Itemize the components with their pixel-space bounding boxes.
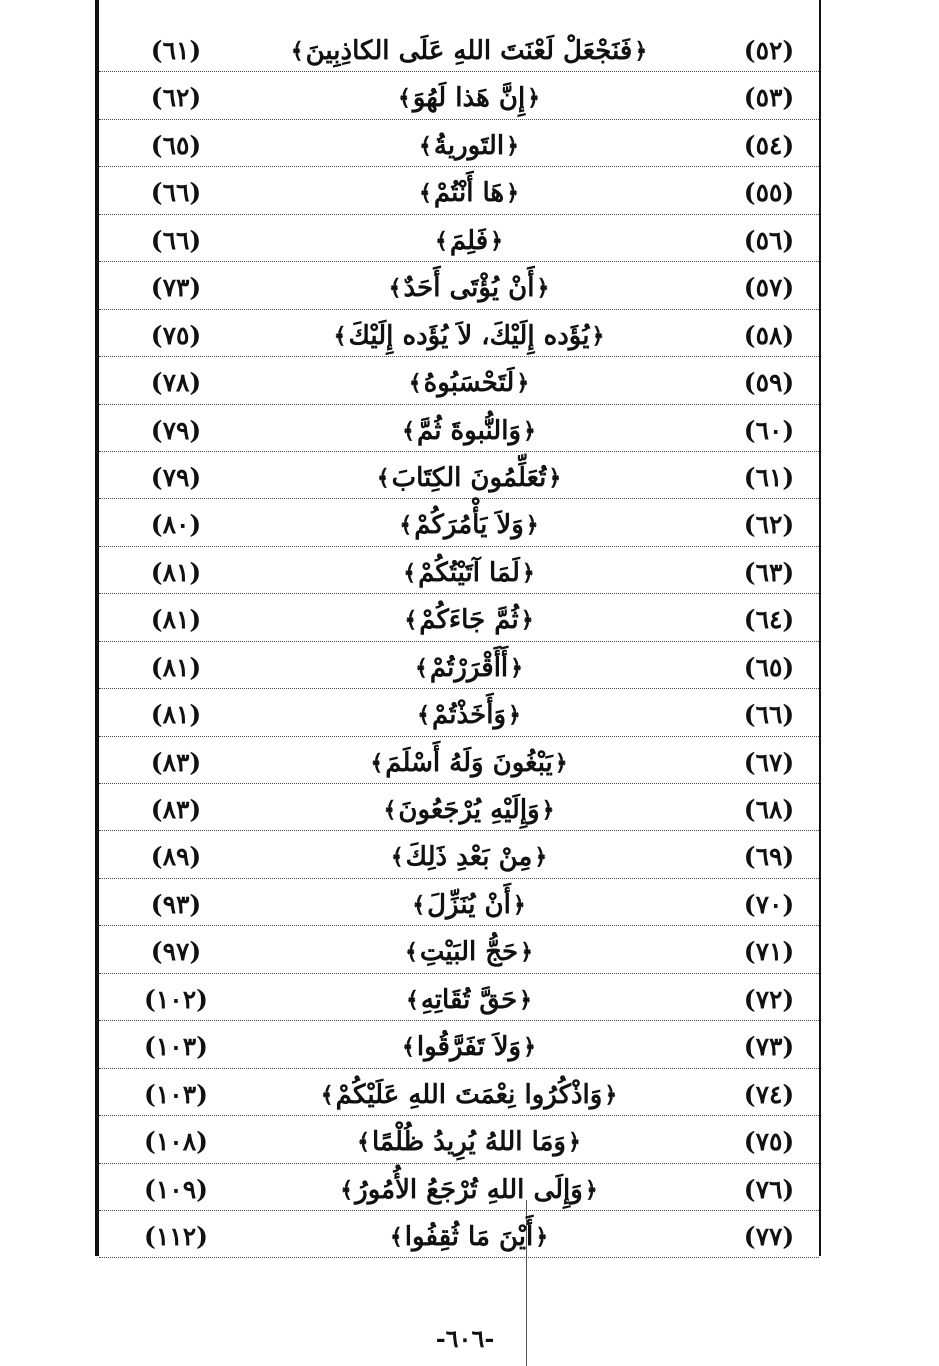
quran-bracket-close-icon: ﴾ xyxy=(419,132,432,159)
quran-bracket-close-icon: ﴾ xyxy=(402,417,415,444)
verse-cell xyxy=(239,25,699,71)
table-row xyxy=(99,167,819,214)
table-row xyxy=(99,499,819,546)
quran-bracket-close-icon: ﴾ xyxy=(333,322,347,349)
quran-bracket-open-icon: ﴿ xyxy=(541,797,555,823)
table-row xyxy=(99,642,819,689)
quran-bracket-close-icon: ﴾ xyxy=(389,1223,403,1250)
table-row xyxy=(99,926,819,973)
quran-bracket-open-icon: ﴿ xyxy=(527,85,541,112)
quran-bracket-open-icon: ﴿ xyxy=(591,322,605,349)
verse-text: وَمَا اللهُ يُرِيدُ ظُلْمًا xyxy=(372,1127,566,1158)
quran-bracket-close-icon: ﴾ xyxy=(357,1129,370,1156)
page-reference: (٨١) xyxy=(150,605,202,635)
quran-bracket-close-icon: ﴾ xyxy=(383,797,397,823)
quran-bracket-open-icon: ﴿ xyxy=(584,1176,598,1203)
table-row xyxy=(99,879,819,926)
verse-number: (٦٤) xyxy=(743,605,795,635)
verse-cell xyxy=(239,452,699,498)
verse-text: أَنْ يُؤْتَى أَحَدٌ xyxy=(403,273,535,304)
right-border-line xyxy=(819,0,821,1256)
table-row xyxy=(99,1116,819,1163)
verse-cell xyxy=(239,262,699,308)
quran-bracket-close-icon: ﴾ xyxy=(290,38,304,64)
verse-text: وَالنُّبوةَ ثُمَّ xyxy=(416,415,522,446)
page-reference: (١٠٣) xyxy=(144,1079,208,1109)
verse-cell xyxy=(239,926,699,972)
table-row xyxy=(99,262,819,309)
verse-cell xyxy=(239,689,699,735)
page-reference: (٨٩) xyxy=(150,842,202,872)
quran-bracket-close-icon: ﴾ xyxy=(397,85,411,112)
verse-cell xyxy=(239,1116,699,1162)
verse-text: تُعَلِّمُونَ الكِتَابَ xyxy=(391,462,547,493)
verse-text: وَإِلَيْهِ يُرْجَعُونَ xyxy=(398,795,540,825)
verse-cell xyxy=(239,831,699,877)
verse-number: (٧٦) xyxy=(743,1174,795,1204)
page-reference: (١٠٩) xyxy=(144,1174,208,1204)
quran-bracket-open-icon: ﴿ xyxy=(512,891,526,918)
quran-bracket-open-icon: ﴿ xyxy=(516,370,530,397)
quran-bracket-close-icon: ﴾ xyxy=(405,986,419,1013)
table-row xyxy=(99,405,819,452)
verse-cell xyxy=(239,357,699,403)
quran-bracket-close-icon: ﴾ xyxy=(376,464,390,491)
verse-cell xyxy=(239,1069,699,1115)
verse-number: (٧٧) xyxy=(743,1221,795,1251)
quran-bracket-open-icon: ﴿ xyxy=(523,1034,537,1061)
page-reference: (٧٩) xyxy=(150,462,202,492)
verse-text: وَاذْكُرُوا نِعْمَتَ اللهِ عَلَيْكُمْ xyxy=(335,1079,603,1110)
verse-text: فَنَجْعَلْ لَعْنَتَ اللهِ عَلَى الكاذِبِينَ xyxy=(305,36,633,66)
verse-number: (٧٥) xyxy=(743,1127,795,1157)
verse-text: فَلِمَ xyxy=(449,225,489,256)
verse-number: (٥٩) xyxy=(743,368,795,398)
quran-bracket-open-icon: ﴿ xyxy=(520,939,534,966)
page-reference: (٨١) xyxy=(150,652,202,682)
table-row xyxy=(99,784,819,831)
verse-number: (٥٤) xyxy=(743,130,795,160)
verse-text: وَإِلَى اللهِ تُرْجَعُ الأُمُورُ xyxy=(355,1174,583,1205)
page-reference: (٨٣) xyxy=(150,747,202,777)
quran-bracket-close-icon: ﴾ xyxy=(403,559,417,586)
page-reference: (٨٠) xyxy=(150,510,202,540)
quran-bracket-close-icon: ﴾ xyxy=(418,180,432,207)
verse-number: (٥٧) xyxy=(743,273,795,303)
quran-bracket-close-icon: ﴾ xyxy=(370,749,384,776)
verse-text: هَا أَنْتُمْ xyxy=(433,178,505,209)
verse-text: وَأَخَذْتُمْ xyxy=(431,700,507,731)
quran-bracket-open-icon: ﴿ xyxy=(506,132,519,159)
table-row xyxy=(99,72,819,119)
quran-bracket-open-icon: ﴿ xyxy=(604,1081,618,1108)
quran-bracket-open-icon: ﴿ xyxy=(525,512,539,539)
verse-cell xyxy=(239,499,699,545)
page-reference: (٦٦) xyxy=(150,225,202,255)
quran-bracket-open-icon: ﴿ xyxy=(519,986,533,1013)
verse-cell xyxy=(239,1164,699,1210)
quran-bracket-close-icon: ﴾ xyxy=(320,1081,334,1108)
verse-number: (٥٣) xyxy=(743,83,795,113)
verse-number: (٥٦) xyxy=(743,225,795,255)
quran-bracket-open-icon: ﴿ xyxy=(510,654,524,681)
table-row xyxy=(99,831,819,878)
verse-number: (٦٠) xyxy=(743,415,795,445)
verse-cell xyxy=(239,167,699,213)
verse-text: وَلاَ تَفَرَّقُوا xyxy=(416,1032,522,1063)
quran-bracket-open-icon: ﴿ xyxy=(523,417,536,444)
page-reference: (٦٦) xyxy=(150,178,202,208)
verse-text: ثُمَّ جَاءَكُمْ xyxy=(419,605,519,636)
verse-cell xyxy=(239,974,699,1020)
verse-cell xyxy=(239,547,699,593)
quran-bracket-open-icon: ﴿ xyxy=(508,702,521,729)
quran-bracket-open-icon: ﴿ xyxy=(521,559,535,586)
page-reference: (٦٢) xyxy=(150,83,202,113)
table-row xyxy=(99,452,819,499)
quran-bracket-open-icon: ﴿ xyxy=(506,180,520,207)
verse-number: (٦٨) xyxy=(743,795,795,824)
verse-text: لَمَا آتَيْتُكُمْ xyxy=(418,557,520,588)
table-row xyxy=(99,1021,819,1068)
verse-number: (٧٤) xyxy=(743,1079,795,1109)
verse-text: حَجُّ البَيْتِ xyxy=(419,937,519,968)
verse-cell xyxy=(239,1211,699,1257)
page-number-footer: -٦٠٦- xyxy=(435,1324,495,1353)
verse-index-table xyxy=(99,25,819,1258)
quran-bracket-open-icon: ﴿ xyxy=(490,227,504,254)
verse-text: أَيْنَ مَا ثُقِفُوا xyxy=(404,1221,534,1252)
quran-bracket-close-icon: ﴾ xyxy=(434,227,448,254)
table-row xyxy=(99,737,819,784)
page-reference: (٩٧) xyxy=(150,937,202,967)
verse-cell xyxy=(239,1021,699,1067)
verse-cell xyxy=(239,405,699,451)
table-row xyxy=(99,1069,819,1116)
verse-text: مِنْ بَعْدِ ذَلِكَ xyxy=(405,842,533,873)
verse-number: (٦٦) xyxy=(743,700,795,730)
quran-bracket-open-icon: ﴿ xyxy=(634,38,648,64)
verse-cell xyxy=(239,642,699,688)
verse-number: (٥٢) xyxy=(743,36,795,65)
verse-text: أَنْ يُنَزِّلَ xyxy=(427,889,511,920)
verse-text: حَقَّ تُقَاتِهِ xyxy=(420,984,518,1015)
page-reference: (٧٩) xyxy=(150,415,202,445)
verse-text: أَأَقْرَرْتُمْ xyxy=(429,652,509,683)
verse-text: التَوريةُ xyxy=(433,130,505,161)
verse-cell xyxy=(239,784,699,830)
quran-bracket-close-icon: ﴾ xyxy=(417,702,430,729)
verse-cell xyxy=(239,310,699,356)
quran-bracket-open-icon: ﴿ xyxy=(534,844,548,871)
table-row xyxy=(99,1164,819,1211)
table-row xyxy=(99,310,819,357)
table-row xyxy=(99,1211,819,1258)
quran-bracket-open-icon: ﴿ xyxy=(554,749,568,776)
table-row xyxy=(99,689,819,736)
page-reference: (٩٣) xyxy=(150,889,202,919)
verse-number: (٦٣) xyxy=(743,557,795,587)
verse-text: إِنَّ هَذا لَهُوَ xyxy=(412,83,526,114)
quran-bracket-close-icon: ﴾ xyxy=(388,275,402,302)
page-reference: (١٠٨) xyxy=(144,1127,208,1157)
quran-bracket-close-icon: ﴾ xyxy=(401,1034,415,1061)
verse-number: (٧١) xyxy=(743,937,795,967)
verse-cell xyxy=(239,879,699,925)
quran-bracket-close-icon: ﴾ xyxy=(390,844,404,871)
verse-number: (٦٥) xyxy=(743,652,795,682)
quran-bracket-open-icon: ﴿ xyxy=(520,607,534,634)
verse-number: (٥٥) xyxy=(743,178,795,208)
table-row xyxy=(99,25,819,72)
verse-number: (٦٩) xyxy=(743,842,795,872)
quran-bracket-close-icon: ﴾ xyxy=(408,370,422,397)
page-reference: (٧٣) xyxy=(150,273,202,303)
page-reference: (٧٨) xyxy=(150,368,202,398)
table-row xyxy=(99,547,819,594)
quran-bracket-close-icon: ﴾ xyxy=(412,891,426,918)
quran-bracket-close-icon: ﴾ xyxy=(399,512,413,539)
quran-bracket-close-icon: ﴾ xyxy=(404,939,418,966)
page-reference: (١٠٣) xyxy=(144,1032,208,1062)
table-row xyxy=(99,594,819,641)
verse-text: لَتَحْسَبُوهُ xyxy=(423,368,515,399)
page-reference: (٨١) xyxy=(150,557,202,587)
quran-bracket-open-icon: ﴿ xyxy=(548,464,562,491)
verse-number: (٧٣) xyxy=(743,1032,795,1062)
quran-bracket-open-icon: ﴿ xyxy=(567,1129,581,1156)
verse-text: يَبْغُونَ وَلَهُ أَسْلَمَ xyxy=(385,747,553,778)
quran-bracket-open-icon: ﴿ xyxy=(536,275,550,302)
verse-text: وَلاَ يَأْمُرَكُمْ xyxy=(414,510,524,541)
table-row xyxy=(99,357,819,404)
page-reference: (٨١) xyxy=(150,700,202,730)
verse-number: (٧٠) xyxy=(743,889,795,919)
page-reference: (١٠٢) xyxy=(144,984,208,1014)
verse-text: يُؤَده إِلَيْكَ، لاَ يُؤَده إِلَيْكَ xyxy=(348,320,590,351)
page-reference: (٦١) xyxy=(150,36,202,65)
page-reference: (١١٢) xyxy=(144,1221,208,1251)
verse-cell xyxy=(239,215,699,261)
verse-cell xyxy=(239,120,699,166)
verse-cell xyxy=(239,594,699,640)
verse-number: (٦٢) xyxy=(743,510,795,540)
verse-cell xyxy=(239,72,699,118)
verse-number: (٥٨) xyxy=(743,320,795,350)
quran-bracket-close-icon: ﴾ xyxy=(340,1176,354,1203)
quran-bracket-open-icon: ﴿ xyxy=(535,1223,549,1250)
page-reference: (٦٥) xyxy=(150,130,202,160)
table-row xyxy=(99,215,819,262)
table-row xyxy=(99,974,819,1021)
verse-number: (٦١) xyxy=(743,462,795,492)
verse-number: (٧٢) xyxy=(743,984,795,1014)
table-row xyxy=(99,120,819,167)
verse-number: (٦٧) xyxy=(743,747,795,777)
page-reference: (٧٥) xyxy=(150,320,202,350)
quran-bracket-close-icon: ﴾ xyxy=(404,607,418,634)
quran-bracket-close-icon: ﴾ xyxy=(414,654,428,681)
verse-cell xyxy=(239,737,699,783)
page-reference: (٨٣) xyxy=(150,795,202,824)
